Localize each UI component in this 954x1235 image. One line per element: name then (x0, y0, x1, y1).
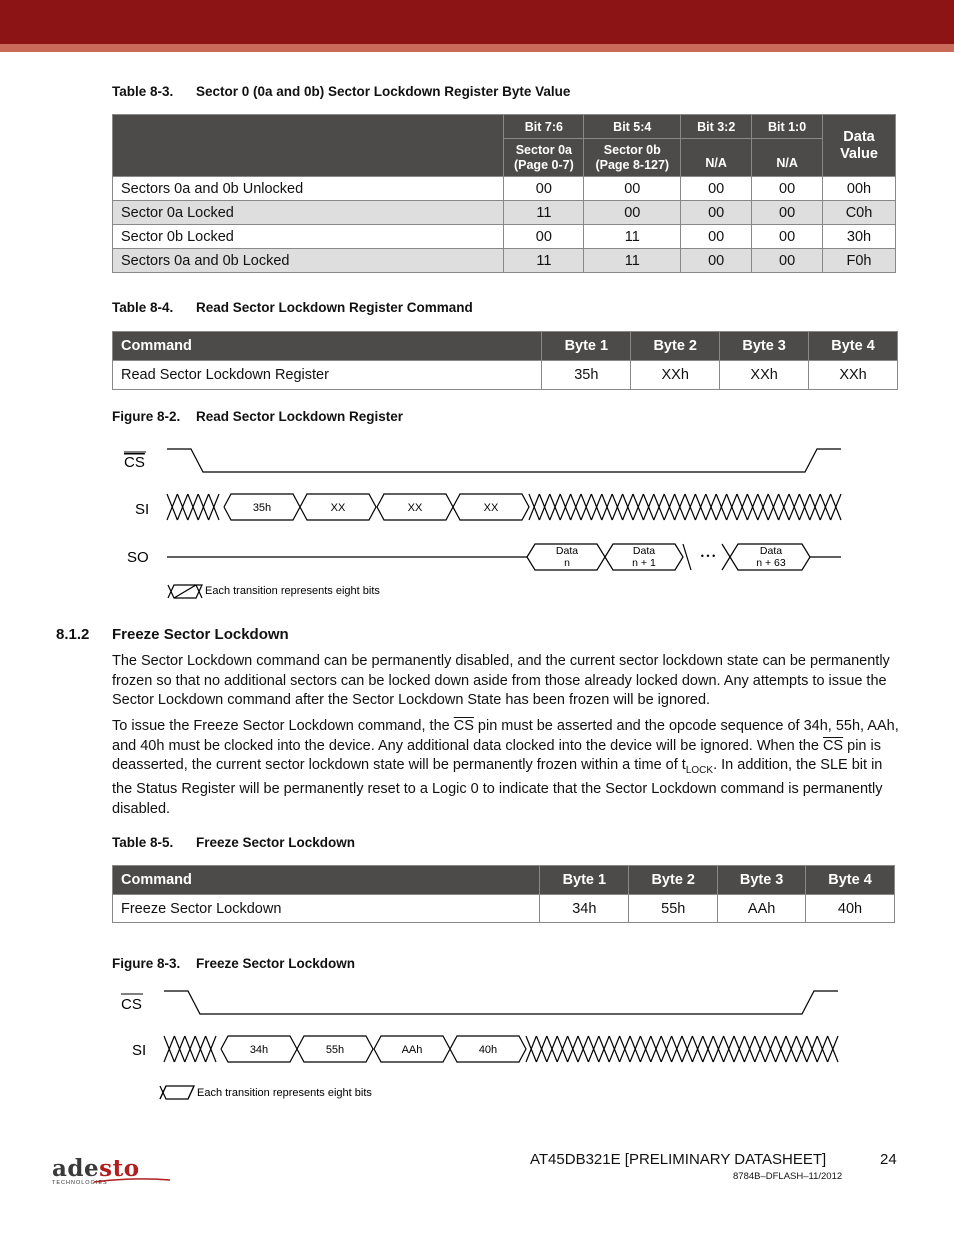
so-data-2-b: n + 1 (632, 557, 656, 569)
read-lockdown-timing-diagram (0, 440, 954, 605)
table-row: Sector 0a Locked 11 00 00 00 C0h (113, 201, 896, 225)
table-8-4: Command Byte 1 Byte 2 Byte 3 Byte 4 Read Sector Lockdown Register 35h XXh XXh XXh (112, 331, 898, 390)
legend-transition-icon (160, 1086, 194, 1099)
section-number: 8.1.2 (56, 626, 90, 643)
so-ellipsis: • • • (700, 551, 716, 561)
table-8-4-caption: Table 8-4. Read Sector Lockdown Register Command (112, 300, 473, 315)
cs-label: CS (124, 454, 145, 471)
si-label: SI (132, 1042, 147, 1059)
so-data-2-a: Data (632, 545, 656, 557)
bus-transition (722, 557, 730, 570)
figure-8-2-caption: Figure 8-2. Read Sector Lockdown Register (112, 409, 404, 424)
header-bar (0, 0, 954, 44)
document-title: AT45DB321E [PRELIMINARY DATASHEET] (530, 1151, 827, 1168)
adesto-logo: adesto TECHNOLOGIES (52, 1155, 140, 1186)
figure-8-3-caption: Figure 8-3. Freeze Sector Lockdown (112, 956, 356, 971)
so-label: SO (127, 549, 149, 566)
table-row: Freeze Sector Lockdown 34h 55h AAh 40h (113, 895, 895, 923)
header-accent-bar (0, 44, 954, 52)
paragraph-2: To issue the Freeze Sector Lockdown command, the $\overline{CS}$ pin must be asserted and the opcode sequence of 34h, 55h, AAh, and 40h must be clocked into the device. Any additional data clocked into the device will be ignored. When the $\overline{CS}$ pin is deasserted, the current sector lockdown state will be permanently frozen within a time of $t_{LOCK}$. In addition, the SLE bit in the Status Register will be permanently reset to a Logic 0 to indicate that the Sector Lockdown command is permanently disabled. (112, 718, 899, 817)
si-byte-1: 34h (249, 1044, 269, 1056)
si-byte-2: 55h (325, 1044, 345, 1056)
freeze-lockdown-timing-diagram (0, 982, 954, 1107)
table-row: Sectors 0a and 0b Locked 11 11 00 00 F0h (113, 249, 896, 273)
legend-transition-icon (168, 585, 202, 598)
bus-transition (683, 544, 691, 570)
table-row: Read Sector Lockdown Register 35h XXh XXh XXh (113, 361, 898, 390)
table-8-5: Command Byte 1 Byte 2 Byte 3 Byte 4 Freeze Sector Lockdown 34h 55h AAh 40h (112, 865, 895, 923)
bus-transition (722, 544, 730, 557)
si-byte-2: XX (330, 502, 346, 514)
table-row: Sectors 0a and 0b Unlocked 00 00 00 00 00h (113, 177, 896, 201)
cs-waveform (164, 991, 838, 1014)
si-byte-4: 40h (478, 1044, 498, 1056)
section-title: Freeze Sector Lockdown (112, 626, 289, 643)
paragraph-1: The Sector Lockdown command can be permanently disabled, and the current sector lockdown state can be permanently frozen so that no additional sectors can be locked down aside from those already locked down. Any attempts to issue the Sector Lockdown command after the Sector Lockdown State has been frozen will be ignored. (112, 653, 890, 708)
si-byte-4: XX (483, 502, 499, 514)
page-number: 24 (880, 1151, 897, 1168)
si-byte-3: AAh (401, 1044, 423, 1056)
si-byte-3: XX (407, 502, 423, 514)
table-8-3: Bit 7:6 Bit 5:4 Bit 3:2 Bit 1:0 Data Value Sector 0a (Page 0-7) Sector 0b (Page 8-127) N/A N/A Sectors 0a and 0b Unlocked 00 00 00 00 00h Sector 0a Locked 11 00 00 00 C0h Sector 0b Locked 00 11 00 00 30h Sectors 0a and 0b Locked 11 11 00 00 F0h (112, 114, 896, 273)
si-byte-1: 35h (252, 502, 272, 514)
cs-label: CS (121, 996, 142, 1013)
so-data-1-a: Data (555, 545, 579, 557)
data-value-header: Data Value (823, 115, 896, 177)
document-code: 8784B–DFLASH–11/2012 (733, 1171, 843, 1182)
legend-text: Each transition represents eight bits (205, 585, 380, 597)
so-data-3-b: n + 63 (756, 557, 786, 569)
table-8-5-caption: Table 8-5. Freeze Sector Lockdown (112, 835, 356, 850)
cs-waveform (167, 449, 841, 472)
legend-text: Each transition represents eight bits (197, 1087, 372, 1099)
so-data-1-b: n (564, 557, 570, 569)
table-8-3-caption: Table 8-3. Sector 0 (0a and 0b) Sector Lockdown Register Byte Value (112, 84, 571, 99)
si-label: SI (135, 501, 150, 518)
so-data-3-a: Data (759, 545, 783, 557)
logo-swoosh-icon (92, 1177, 172, 1185)
table-row: Sector 0b Locked 00 11 00 00 30h (113, 225, 896, 249)
